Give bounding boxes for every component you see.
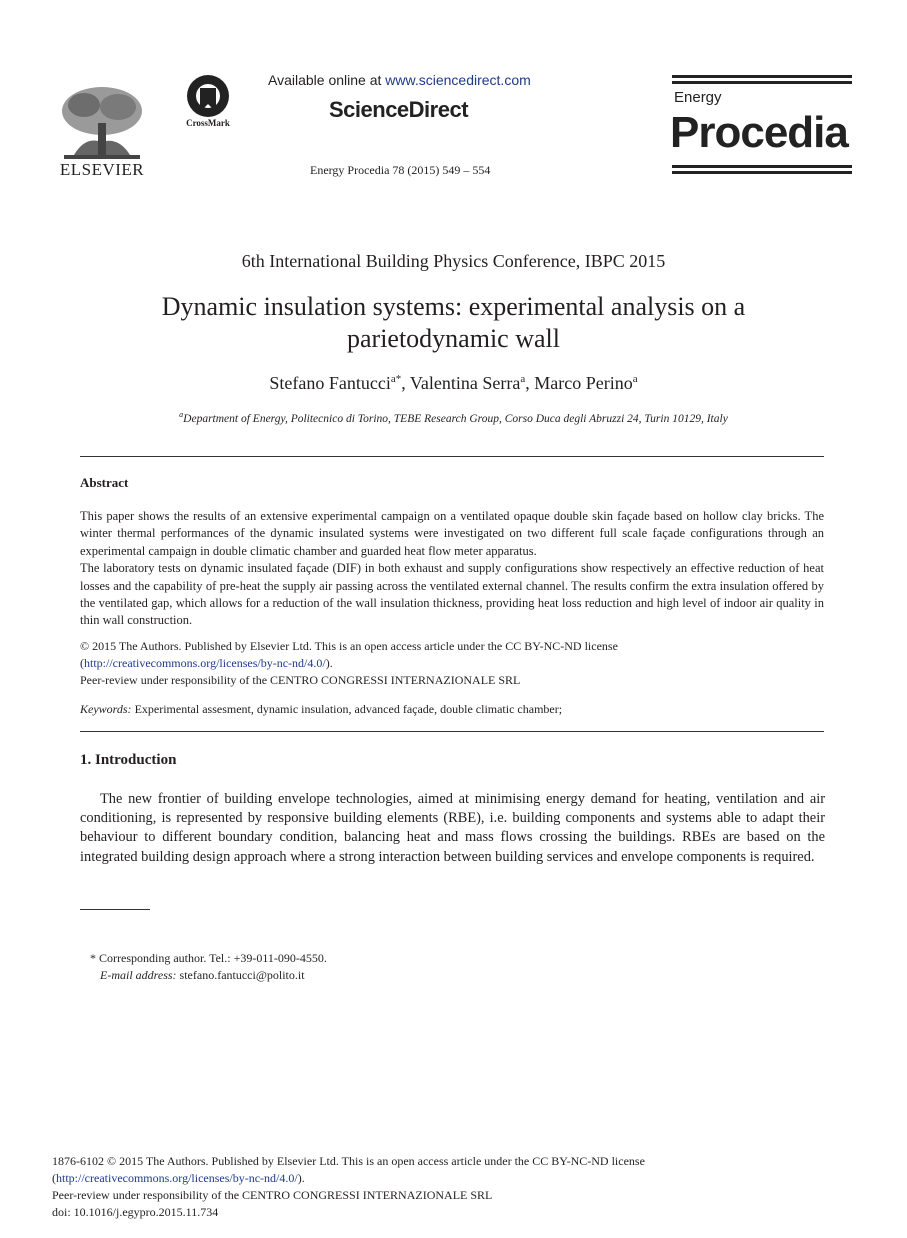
divider bbox=[80, 456, 824, 457]
title-line-2: parietodynamic wall bbox=[347, 324, 560, 353]
masthead-bottom-rules bbox=[672, 165, 852, 177]
license-link-line bbox=[80, 655, 824, 672]
conference-name: 6th International Building Physics Conference, IBPC 2015 bbox=[241, 251, 666, 271]
abstract-body bbox=[80, 508, 824, 630]
paren: ). bbox=[297, 1171, 305, 1185]
keywords-text: Experimental assesment, dynamic insulation, advanced façade, double climatic chamber; bbox=[131, 702, 563, 716]
journal-name-energy: Energy bbox=[674, 89, 722, 106]
publisher-name: ELSEVIER bbox=[59, 160, 145, 179]
abstract-paragraph: The laboratory tests on dynamic insulated façade (DIF) in both exhaust and supply configurations show respectively an effective reduction of heat losses and the capability of pre-heat the supply air passing across the ventilated external channel. The results confirm the extra insulation offered by the ventilated gap, which allows for a reduction of the wall insulation thickness, providing heat loss reduction and high level of indoor air quality in thin wall construction. bbox=[80, 561, 824, 628]
email-label: E-mail address: bbox=[100, 968, 177, 982]
author-affil-mark: a* bbox=[390, 373, 402, 385]
author-separator: , bbox=[401, 373, 410, 393]
title-line-1: Dynamic insulation systems: experimental analysis on a bbox=[161, 292, 746, 321]
available-online bbox=[268, 72, 568, 88]
author-name: Marco Perino bbox=[534, 373, 633, 393]
author-affil-mark: a bbox=[632, 373, 638, 385]
footnote-rule bbox=[80, 909, 150, 910]
peer-review-line: Peer-review under responsibility of the CENTRO CONGRESSI INTERNAZIONALE SRL bbox=[80, 673, 521, 687]
page-footer bbox=[52, 1153, 832, 1221]
introduction-paragraph: The new frontier of building envelope technologies, aimed at minimising energy demand for heating, ventilation and air conditioning, is represented by responsive building elements (RBE), i.e. building components and systems able to adapt their behaviour to different boundary condition, balancing heat and mass flows crossing the buildings. RBEs are based on the integrated building design approach where a strong interaction between building services and envelope components is required. bbox=[80, 791, 825, 865]
sciencedirect-link[interactable]: www.sciencedirect.com bbox=[385, 72, 531, 88]
keywords-label: Keywords: bbox=[80, 702, 132, 716]
sciencedirect-wordmark: ScienceDirect bbox=[329, 97, 469, 122]
keywords bbox=[80, 702, 824, 717]
paren: ( bbox=[52, 1171, 56, 1185]
footer-license-line bbox=[52, 1170, 832, 1187]
paper-title bbox=[100, 291, 807, 355]
footnote bbox=[90, 950, 327, 984]
affiliation bbox=[0, 410, 907, 425]
masthead-top-rules bbox=[672, 75, 852, 87]
email-address[interactable]: stefano.fantucci@polito.it bbox=[176, 968, 305, 982]
affiliation-mark: a bbox=[179, 410, 184, 419]
footer-license-link[interactable]: http://creativecommons.org/licenses/by-nc-nd/4.0/ bbox=[56, 1171, 298, 1185]
journal-name-procedia: Procedia bbox=[670, 108, 848, 157]
author-name: Stefano Fantucci bbox=[269, 373, 391, 393]
footer-issn-line: 1876-6102 © 2015 The Authors. Published by Elsevier Ltd. This is an open access article under the CC BY-NC-ND license bbox=[52, 1154, 645, 1168]
copyright-notice bbox=[80, 638, 824, 689]
paren: ). bbox=[325, 656, 333, 670]
copyright-line: © 2015 The Authors. Published by Elsevier Ltd. This is an open access article under the CC BY-NC-ND license bbox=[80, 639, 618, 653]
footer-peer-review: Peer-review under responsibility of the CENTRO CONGRESSI INTERNAZIONALE SRL bbox=[52, 1188, 493, 1202]
author-list bbox=[0, 373, 907, 394]
divider bbox=[80, 731, 824, 732]
email-line bbox=[90, 967, 327, 984]
section-heading-introduction: 1. Introduction bbox=[80, 752, 177, 768]
available-prefix: Available online at bbox=[268, 72, 386, 88]
author-separator: , bbox=[525, 373, 535, 393]
corresponding-author: * Corresponding author. Tel.: +39-011-090-4550. bbox=[90, 951, 327, 965]
license-link[interactable]: http://creativecommons.org/licenses/by-nc-nd/4.0/ bbox=[84, 656, 326, 670]
doi[interactable]: doi: 10.1016/j.egypro.2015.11.734 bbox=[52, 1205, 219, 1219]
abstract-paragraph: This paper shows the results of an extensive experimental campaign on a ventilated opaque double skin façade based on hollow clay bricks. The winter thermal performances of the dynamic insulated systems were investigated on two different full scale façade configurations through an experimental campaign in double climatic chamber and guarded heat flow meter apparatus. bbox=[80, 509, 824, 558]
paren: ( bbox=[80, 656, 84, 670]
crossmark-label: CrossMark bbox=[186, 118, 230, 128]
abstract-heading: Abstract bbox=[80, 475, 129, 490]
author-affil-mark: a bbox=[520, 373, 526, 385]
affiliation-text: Department of Energy, Politecnico di Torino, TEBE Research Group, Corso Duca degli Abruzzi 24, Turin 10129, Italy bbox=[183, 412, 728, 425]
author-name: Valentina Serra bbox=[409, 373, 521, 393]
journal-reference: Energy Procedia 78 (2015) 549 – 554 bbox=[310, 163, 491, 177]
